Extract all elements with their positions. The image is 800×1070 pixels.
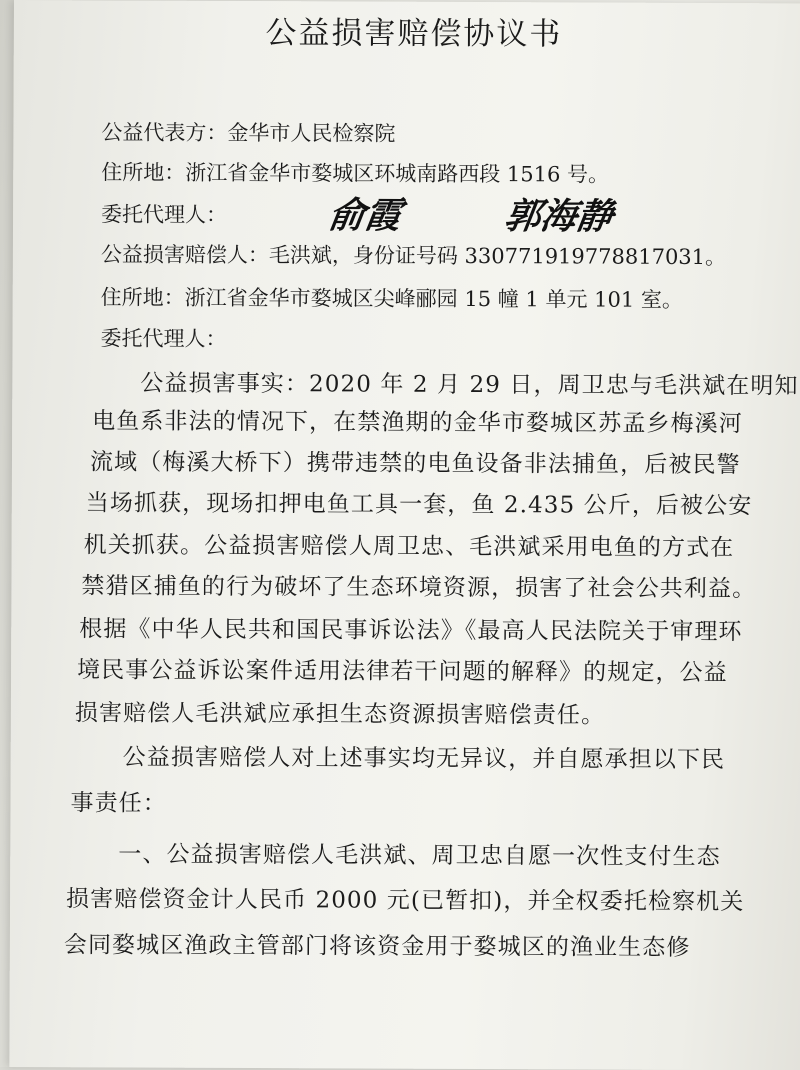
body-line: 当场抓获，现场扣押电鱼工具一套，鱼 2.435 公斤，后被公安 (85, 490, 753, 520)
party-line: 委托代理人： (101, 202, 228, 227)
party-line: 住所地：浙江省金华市婺城区环城南路西段 1516 号。 (101, 160, 610, 187)
party-line: 公益损害赔偿人：毛洪斌，身份证号码 330771919778817031。 (100, 242, 727, 270)
body-line: 流域（梅溪大桥下）携带违禁的电鱼设备非法捕鱼，后被民警 (89, 449, 741, 479)
body-line: 一、公益损害赔偿人毛洪斌、周卫忠自愿一次性支付生态 (118, 841, 721, 871)
body-line: 公益损害事实：2020 年 2 月 29 日，周卫忠与毛洪斌在明知 (140, 370, 799, 400)
body-line: 会同婺城区渔政主管部门将该资金用于婺城区的渔业生态修 (63, 932, 691, 961)
document-title: 公益损害赔偿协议书 (265, 15, 563, 53)
body-line: 损害赔偿人毛洪斌应承担生态资源损害赔偿责任。 (74, 700, 606, 729)
signature-1: 俞霞 (325, 194, 404, 237)
body-line: 机关抓获。公益损害赔偿人周卫忠、毛洪斌采用电鱼的方式在 (83, 532, 735, 562)
party-line: 公益代表方：金华市人民检察院 (101, 120, 396, 146)
document-page (9, 0, 800, 1070)
body-line: 禁猎区捕鱼的行为破坏了生态环境资源，损害了社会公共利益。 (81, 573, 757, 603)
party-line: 住所地：浙江省金华市婺城区尖峰郦园 15 幢 1 单元 101 室。 (100, 285, 683, 312)
body-line: 境民事公益诉讼案件适用法律若干问题的解释》的规定，公益 (77, 657, 728, 687)
party-line: 委托代理人： (100, 326, 227, 351)
body-line: 损害赔偿资金计人民币 2000 元(已暂扣)，并全权委托检察机关 (66, 886, 745, 916)
body-line: 公益损害赔偿人对上述事实均无异议，并自愿承担以下民 (122, 744, 726, 774)
body-line: 事责任： (70, 790, 167, 817)
body-line: 根据《中华人民共和国民事诉讼法》《最高人民法院关于审理环 (79, 616, 743, 646)
signature-2: 郭海静 (501, 195, 616, 238)
body-line: 电鱼系非法的情况下，在禁渔期的金华市婺城区苏孟乡梅溪河 (92, 408, 743, 438)
